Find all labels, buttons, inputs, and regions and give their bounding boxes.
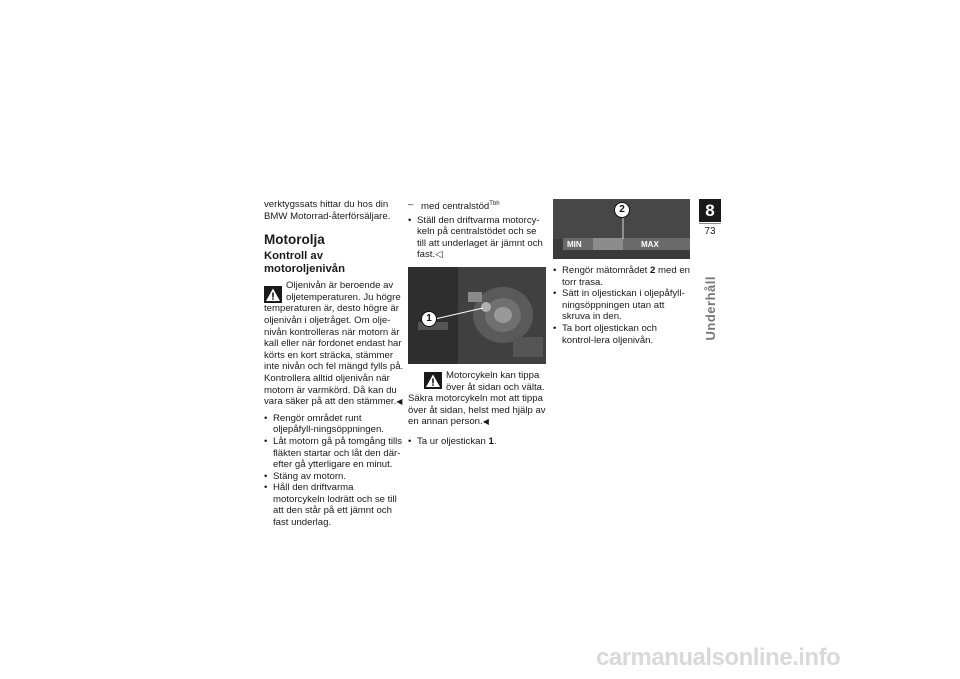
warning-text: Oljenivån är beroende av oljetemperaturen. Ju högre temperaturen är, desto högre är oljenivån i oljetråget. Om olje-nivån kontrolleras när motorn är kall eller när fordonet endast har körts en kort sträcka, stämmer inte nivån och fel mängd fylls på. Kontrollera alltid oljenivån när motorn är varmkörd. Då kan du vara säker på att den stämmer. [264, 280, 404, 408]
column-1 [264, 199, 404, 529]
dipstick-max-label: MAX [641, 240, 659, 249]
list-item-text: Ställ den driftvarma motorcy-keln på centralstödet och se till att underlaget är jämnt och fast. [417, 214, 543, 261]
column-3 [553, 199, 691, 346]
list-item: • Sätt in oljestickan i oljepåfyll-ningsöppningen utan att skruva in den. [553, 288, 691, 323]
dash-symbol: – [408, 199, 414, 210]
list-item: • Stäng av motorn. [264, 471, 404, 483]
ref-number: 1 [488, 435, 494, 447]
warning-icon [424, 372, 442, 389]
step-list [553, 265, 691, 346]
end-mark: ◀ [482, 417, 489, 427]
period: . [493, 435, 497, 447]
engine-photo [408, 267, 546, 364]
chapter-title: Underhåll [703, 276, 718, 341]
subsection-heading: Kontroll av motoroljenivån [264, 250, 345, 276]
list-item: • Rengör området runt oljepåfyll-ningsöppningen. [264, 413, 404, 436]
callout-1: 1 [421, 311, 437, 327]
end-mark: ◀ [396, 397, 403, 407]
list-item: • Håll den driftvarma motorcykeln lodrätt och se till att den står på ett jämnt och fast underlag. [264, 482, 404, 528]
list-item: • Ta bort oljestickan och kontrol-lera oljenivån. [553, 323, 691, 346]
sidebar-divider [699, 223, 721, 224]
callout-2: 2 [614, 202, 630, 218]
section-heading: Motorolja [264, 232, 325, 248]
intro-text: verktygssats hittar du hos din BMW Motorrad-återförsäljare. [264, 199, 391, 222]
list-item [408, 436, 546, 448]
column-2 [408, 199, 546, 448]
step-list [408, 215, 546, 261]
chapter-number: 8 [699, 199, 721, 222]
step-list [264, 413, 404, 529]
list-item-text: Ta ur oljestickan [417, 435, 486, 447]
tip-over-warning [408, 370, 546, 428]
dipstick-min-label: MIN [567, 240, 582, 249]
option-superscript: Tbh [489, 201, 500, 207]
list-item-text: Rengör mätområdet [562, 265, 648, 276]
dash-text: med centralstöd [421, 201, 490, 212]
warning-text: Motorcykeln kan tippa över åt sidan och välta. Säkra motorcykeln mot att tippa över åt sidan, helst med hjälp av en annan person. [408, 369, 546, 428]
list-item [553, 265, 691, 288]
list-item [408, 215, 546, 261]
list-item: • Låt motorn gå på tomgång tills fläkten startar och låt den där-efter gå ytterligare en minut. [264, 436, 404, 471]
watermark: carmanualsonline.info [596, 644, 841, 671]
warning-icon [264, 286, 282, 303]
ref-number: 2 [650, 265, 656, 276]
step-list-2 [408, 436, 546, 448]
dipstick-photo [553, 199, 690, 259]
list-item-text-cont: med en torr trasa. [562, 265, 691, 288]
end-mark-open: ◁ [435, 249, 443, 261]
dash-item-centerstand [408, 199, 546, 213]
oil-level-warning [264, 280, 404, 408]
page-number: 73 [704, 226, 716, 237]
